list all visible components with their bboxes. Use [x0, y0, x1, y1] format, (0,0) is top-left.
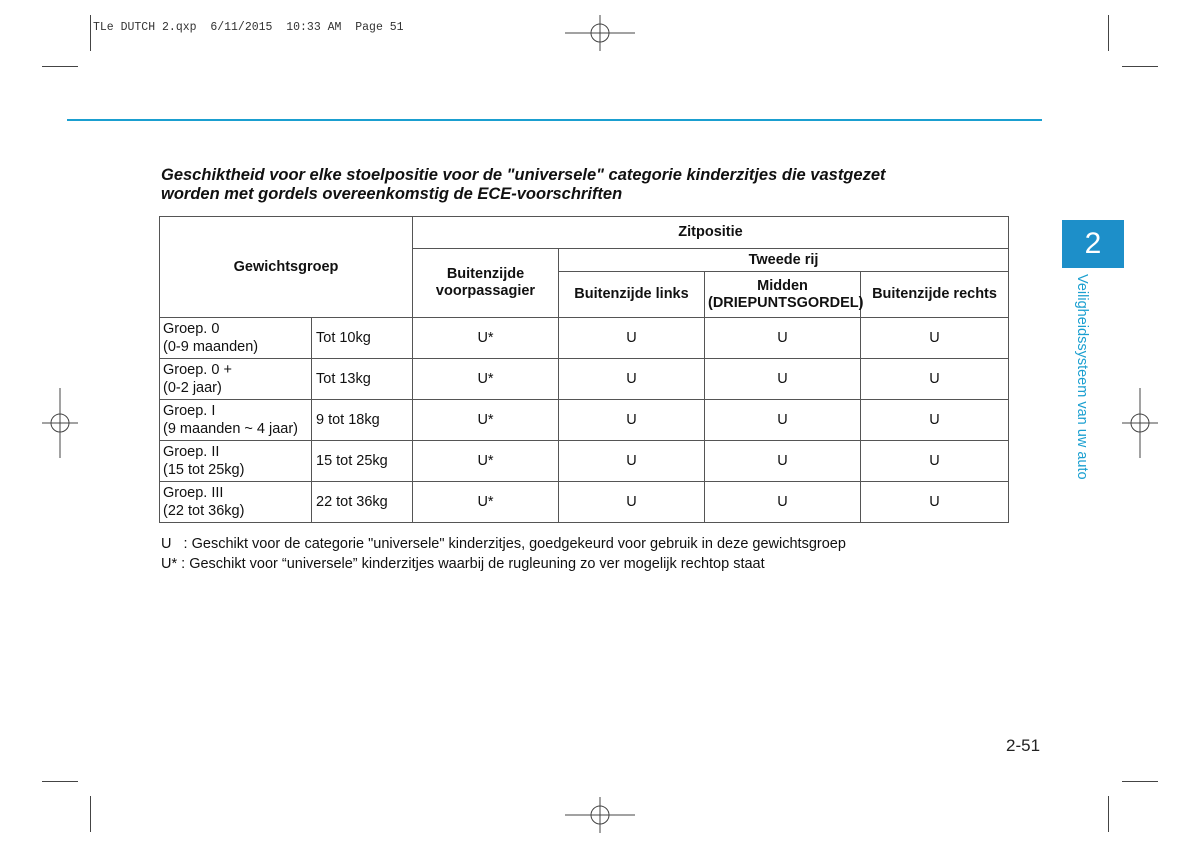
registration-mark-icon	[565, 15, 635, 51]
group-line: (15 tot 25kg)	[163, 462, 245, 478]
crop-mark	[1122, 781, 1158, 782]
header-line: voorpassagier	[435, 283, 536, 299]
table-row	[160, 400, 1009, 441]
group-line: Groep. 0	[163, 321, 220, 337]
table-row	[160, 441, 1009, 482]
weight-group-cell	[160, 400, 312, 441]
weight-group-cell	[160, 318, 312, 359]
header-line: (DRIEPUNTSGORDEL)	[708, 294, 864, 311]
crop-mark	[1122, 66, 1158, 67]
table-row	[160, 482, 1009, 523]
section-title-line-2: worden met gordels overeenkomstig de ECE-voorschriften	[161, 185, 623, 203]
weight-group-cell	[160, 359, 312, 400]
crop-mark	[90, 796, 91, 832]
crop-mark	[1108, 796, 1109, 832]
outer-right-cell: U	[861, 482, 1009, 523]
chapter-tab: 2	[1062, 220, 1124, 268]
page-number: 2-51	[1006, 736, 1041, 755]
outer-left-cell: U	[559, 400, 705, 441]
print-header: TLe DUTCH 2.qxp 6/11/2015 10:33 AM Page 51	[93, 21, 404, 34]
header-rule	[67, 119, 1042, 121]
crop-mark	[1108, 15, 1109, 51]
table-row	[160, 359, 1009, 400]
outer-left-cell: U	[559, 318, 705, 359]
outer-right-cell: U	[861, 359, 1009, 400]
footnotes	[161, 534, 846, 574]
outer-left-header: Buitenzijde links	[559, 272, 705, 318]
outer-left-cell: U	[559, 441, 705, 482]
chapter-title: Veiligheidssysteem van uw auto	[1074, 274, 1090, 480]
group-line: (0-9 maanden)	[163, 339, 259, 355]
header-line: Buitenzijde	[446, 266, 525, 282]
group-line: (0-2 jaar)	[163, 380, 222, 396]
registration-mark-icon	[1122, 388, 1158, 458]
crop-mark	[42, 66, 78, 67]
seat-position-header: Zitpositie	[413, 217, 1009, 249]
header-line: Midden	[757, 277, 808, 294]
seat-suitability-table	[159, 216, 1009, 523]
second-row-header: Tweede rij	[559, 249, 1009, 272]
front-passenger-cell: U*	[413, 441, 559, 482]
group-line: Groep. I	[163, 403, 216, 419]
weight-group-cell	[160, 441, 312, 482]
table-row	[160, 318, 1009, 359]
weight-cell: 15 tot 25kg	[312, 441, 413, 482]
center-cell: U	[705, 318, 861, 359]
center-cell: U	[705, 482, 861, 523]
weight-cell: Tot 10kg	[312, 318, 413, 359]
outer-right-header: Buitenzijde rechts	[861, 272, 1009, 318]
outer-right-cell: U	[861, 400, 1009, 441]
weight-cell: Tot 13kg	[312, 359, 413, 400]
outer-left-cell: U	[559, 482, 705, 523]
front-passenger-cell: U*	[413, 400, 559, 441]
footnote: U* : Geschikt voor “universele” kinderzitjes waarbij de rugleuning zo ver mogelijk rechtop staat	[161, 556, 765, 572]
group-line: Groep. II	[163, 444, 220, 460]
section-title-line-1: Geschiktheid voor elke stoelpositie voor de "universele" categorie kinderzitjes die vastgezet	[161, 166, 886, 184]
outer-right-cell: U	[861, 441, 1009, 482]
section-title	[161, 166, 886, 204]
outer-left-cell: U	[559, 359, 705, 400]
registration-mark-icon	[42, 388, 78, 458]
center-cell: U	[705, 400, 861, 441]
front-passenger-header	[413, 249, 559, 318]
front-passenger-cell: U*	[413, 359, 559, 400]
registration-mark-icon	[565, 797, 635, 833]
group-line: (9 maanden ~ 4 jaar)	[163, 421, 299, 437]
front-passenger-cell: U*	[413, 482, 559, 523]
group-line: Groep. III	[163, 485, 224, 501]
center-cell: U	[705, 441, 861, 482]
center-cell: U	[705, 359, 861, 400]
weight-group-header: Gewichtsgroep	[160, 217, 413, 318]
weight-group-cell	[160, 482, 312, 523]
front-passenger-cell: U*	[413, 318, 559, 359]
crop-mark	[90, 15, 91, 51]
center-header	[705, 272, 864, 318]
weight-cell: 22 tot 36kg	[312, 482, 413, 523]
crop-mark	[42, 781, 78, 782]
footnote: U : Geschikt voor de categorie "universele" kinderzitjes, goedgekeurd voor gebruik in deze gewichtsgroep	[161, 536, 846, 552]
outer-right-cell: U	[861, 318, 1009, 359]
group-line: (22 tot 36kg)	[163, 503, 245, 519]
group-line: Groep. 0 +	[163, 362, 232, 378]
weight-cell: 9 tot 18kg	[312, 400, 413, 441]
